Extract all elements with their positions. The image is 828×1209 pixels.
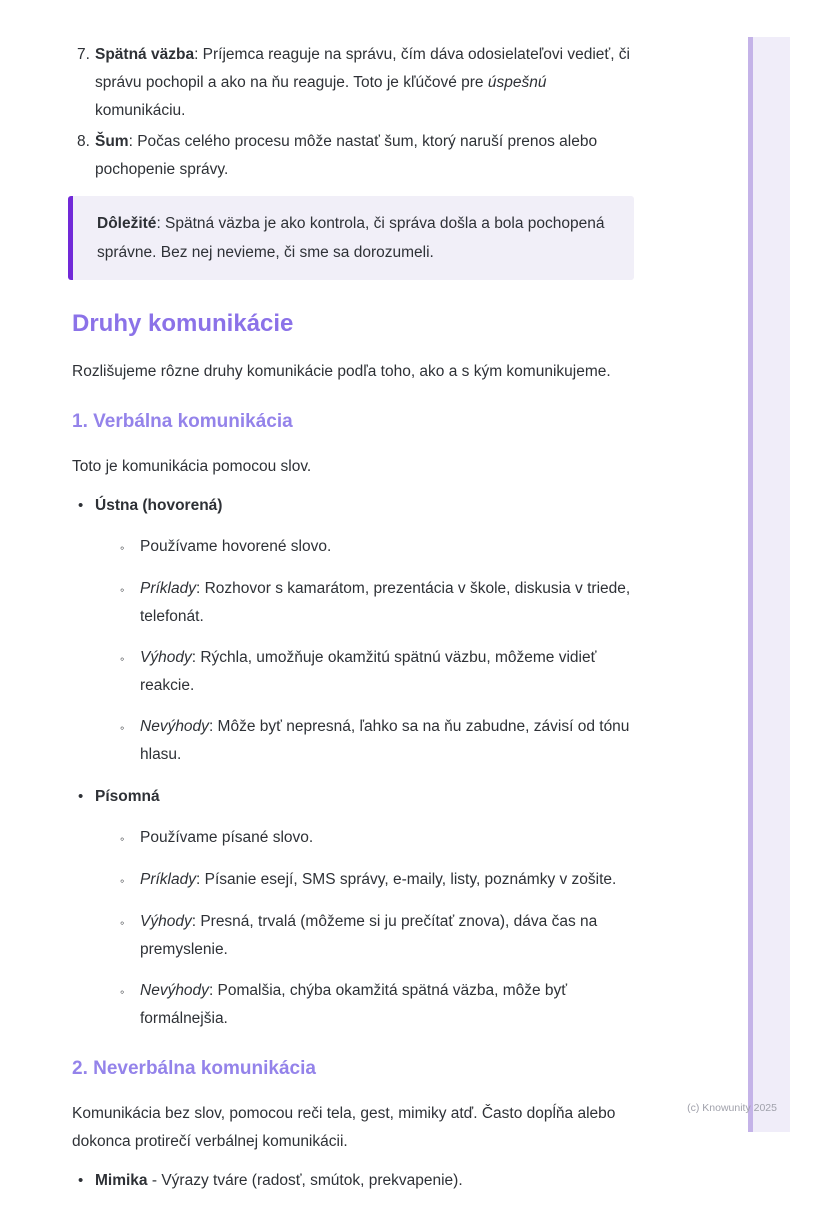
verbal-list <box>72 492 634 1033</box>
sub-item <box>120 908 634 964</box>
bullet-circle-icon: ◦ <box>120 985 125 999</box>
bullet-circle-icon: ◦ <box>120 583 125 597</box>
group-label: Písomná <box>95 788 160 805</box>
list-item-mimika <box>72 1167 634 1195</box>
sub-item-text: Nevýhody: Pomalšia, chýba okamžitá spätná väzba, môže byť formálnejšia. <box>140 982 568 1027</box>
sub-item-text: Výhody: Presná, trvalá (môžeme si ju prečítať znova), dáva čas na premyslenie. <box>140 913 598 958</box>
sub-item <box>120 977 634 1033</box>
sub-item <box>120 824 634 853</box>
next-page-edge <box>748 37 790 1132</box>
sub-item-text: Používame hovorené slovo. <box>140 538 332 555</box>
sub-item-text: Príklady: Rozhovor s kamarátom, prezentácia v škole, diskusia v triede, telefonát. <box>140 580 631 625</box>
pisomna-sublist <box>120 824 634 1033</box>
nonverbal-list <box>72 1167 634 1195</box>
sub-item <box>120 533 634 562</box>
bullet-circle-icon: ◦ <box>120 652 125 666</box>
nonverbal-intro: Komunikácia bez slov, pomocou reči tela, gest, mimiky atď. Často dopĺňa alebo dokonca protirečí verbálnej komunikácii. <box>72 1105 616 1150</box>
ustna-sublist <box>120 533 634 769</box>
numbered-list <box>72 41 634 184</box>
bullet-circle-icon: ◦ <box>120 874 125 888</box>
section-title: Druhy komunikácie <box>72 310 294 337</box>
bullet-dot-icon: • <box>78 788 84 805</box>
bullet-circle-icon: ◦ <box>120 832 125 846</box>
sub-item-text: Používame písané slovo. <box>140 829 314 846</box>
sub-item <box>120 713 634 769</box>
sub-item-text: Nevýhody: Môže byť nepresná, ľahko sa na ňu zabudne, závisí od tónu hlasu. <box>140 718 630 763</box>
verbal-intro: Toto je komunikácia pomocou slov. <box>72 458 312 475</box>
document-content <box>72 41 634 1209</box>
list-item-text: Mimika - Výrazy tváre (radosť, smútok, prekvapenie). <box>95 1172 463 1189</box>
list-item-text: Spätná väzba: Príjemca reaguje na správu, čím dáva odosielateľovi vedieť, či správu pochopil a ako na ňu reaguje. Toto je kľúčové pre úspešnú komunikáciu. <box>95 46 630 119</box>
important-callout <box>68 196 634 280</box>
list-item-pisomna <box>72 783 634 1033</box>
subsection-title-verbal: 1. Verbálna komunikácia <box>72 411 293 432</box>
subsection-title-nonverbal: 2. Neverbálna komunikácia <box>72 1058 316 1079</box>
bullet-dot-icon: • <box>78 497 84 514</box>
bullet-dot-icon: • <box>78 1172 84 1189</box>
bullet-circle-icon: ◦ <box>120 541 125 555</box>
sub-item <box>120 644 634 700</box>
sub-item-text: Výhody: Rýchla, umožňuje okamžitú spätnú väzbu, môžeme vidieť reakcie. <box>140 649 597 694</box>
bullet-circle-icon: ◦ <box>120 721 125 735</box>
sub-item-text: Príklady: Písanie esejí, SMS správy, e-maily, listy, poznámky v zošite. <box>140 871 617 888</box>
list-number: 8. <box>77 133 90 150</box>
bullet-circle-icon: ◦ <box>120 916 125 930</box>
list-item-8 <box>72 128 634 184</box>
group-label: Ústna (hovorená) <box>95 497 223 514</box>
sub-item <box>120 575 634 631</box>
list-number: 7. <box>77 46 90 63</box>
list-item-7 <box>72 41 634 125</box>
copyright-footer: (c) Knowunity 2025 <box>687 1102 777 1114</box>
section-intro: Rozlišujeme rôzne druhy komunikácie podľa toho, ako a s kým komunikujeme. <box>72 363 611 380</box>
list-item-text: Šum: Počas celého procesu môže nastať šum, ktorý naruší prenos alebo pochopenie správy. <box>95 133 598 178</box>
callout-text: Dôležité: Spätná väzba je ako kontrola, či správa došla a bola pochopená správne. Bez nej nevieme, či sme sa dorozumeli. <box>97 215 605 261</box>
sub-item <box>120 866 634 895</box>
list-item-ustna <box>72 492 634 769</box>
